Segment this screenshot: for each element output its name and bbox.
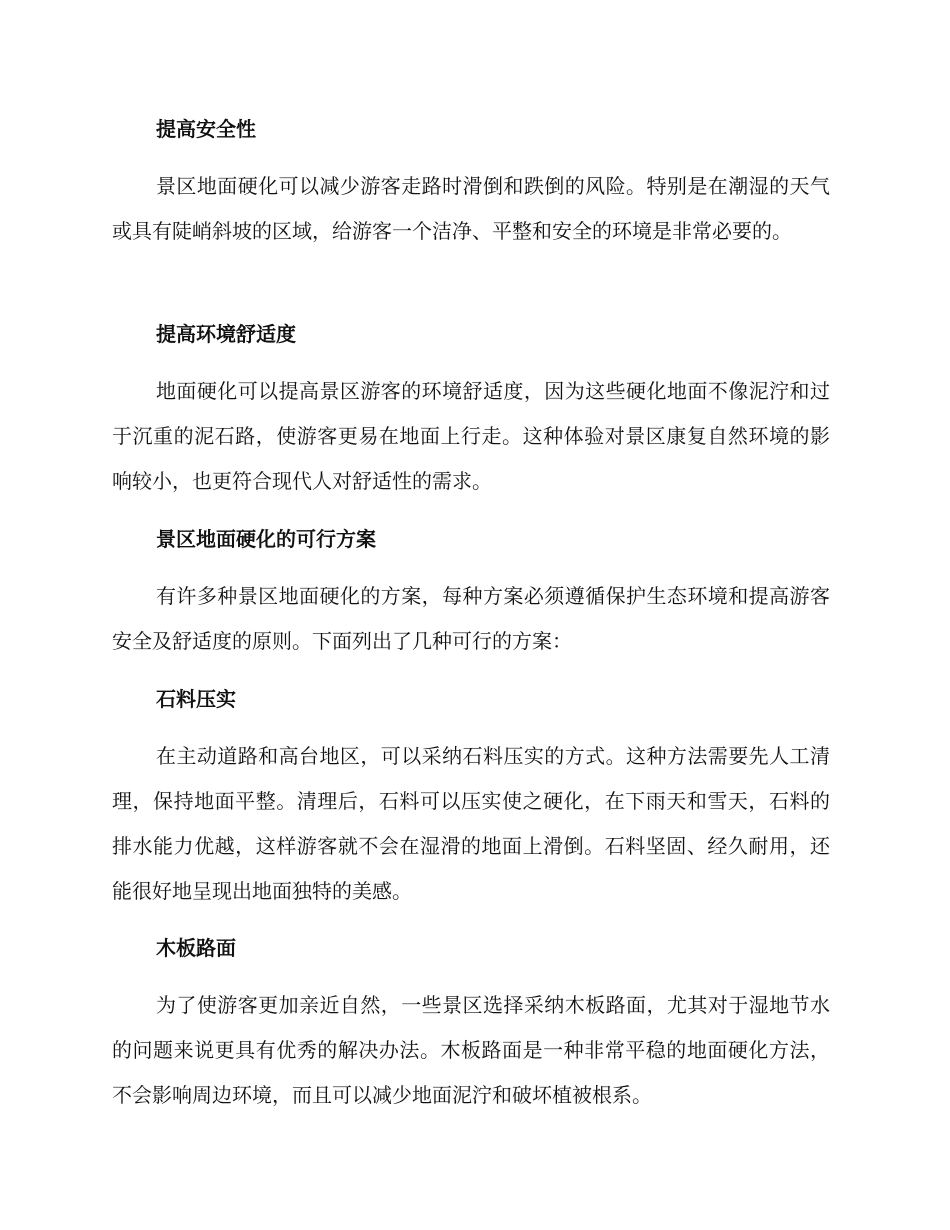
section-heading-stone-compaction: 石料压实 (156, 687, 236, 711)
section-paragraph-feasible-plans: 有许多种景区地面硬化的方案，每种方案必须遵循保护生态环境和提高游客安全及舒适度的原则。下面列出了几种可行的方案： (112, 584, 830, 653)
section-paragraph-stone-compaction: 在主动道路和高台地区，可以采纳石料压实的方式。这种方法需要先人工清理，保持地面平整。清理后，石料可以压实使之硬化，在下雨天和雪天，石料的排水能力优越，这样游客就不会在湿滑的地面上滑倒。石料坚固、经久耐用，还能很好地呈现出地面独特的美感。 (112, 744, 830, 903)
section-paragraph-safety: 景区地面硬化可以减少游客走路时滑倒和跌倒的风险。特别是在潮湿的天气或具有陡峭斜坡的区域，给游客一个洁净、平整和安全的环境是非常必要的。 (112, 174, 830, 243)
section-heading-comfort: 提高环境舒适度 (156, 322, 296, 346)
section-heading-boardwalk: 木板路面 (156, 936, 236, 960)
section-paragraph-comfort: 地面硬化可以提高景区游客的环境舒适度，因为这些硬化地面不像泥泞和过于沉重的泥石路，使游客更易在地面上行走。这种体验对景区康复自然环境的影响较小，也更符合现代人对舒适性的需求。 (112, 379, 830, 493)
section-heading-safety: 提高安全性 (156, 117, 256, 141)
section-paragraph-boardwalk: 为了使游客更加亲近自然，一些景区选择采纳木板路面，尤其对于湿地节水的问题来说更具有优秀的解决办法。木板路面是一种非常平稳的地面硬化方法，不会影响周边环境，而且可以减少地面泥泞和破坏植被根系。 (112, 993, 830, 1107)
section-heading-feasible-plans: 景区地面硬化的可行方案 (156, 527, 376, 551)
